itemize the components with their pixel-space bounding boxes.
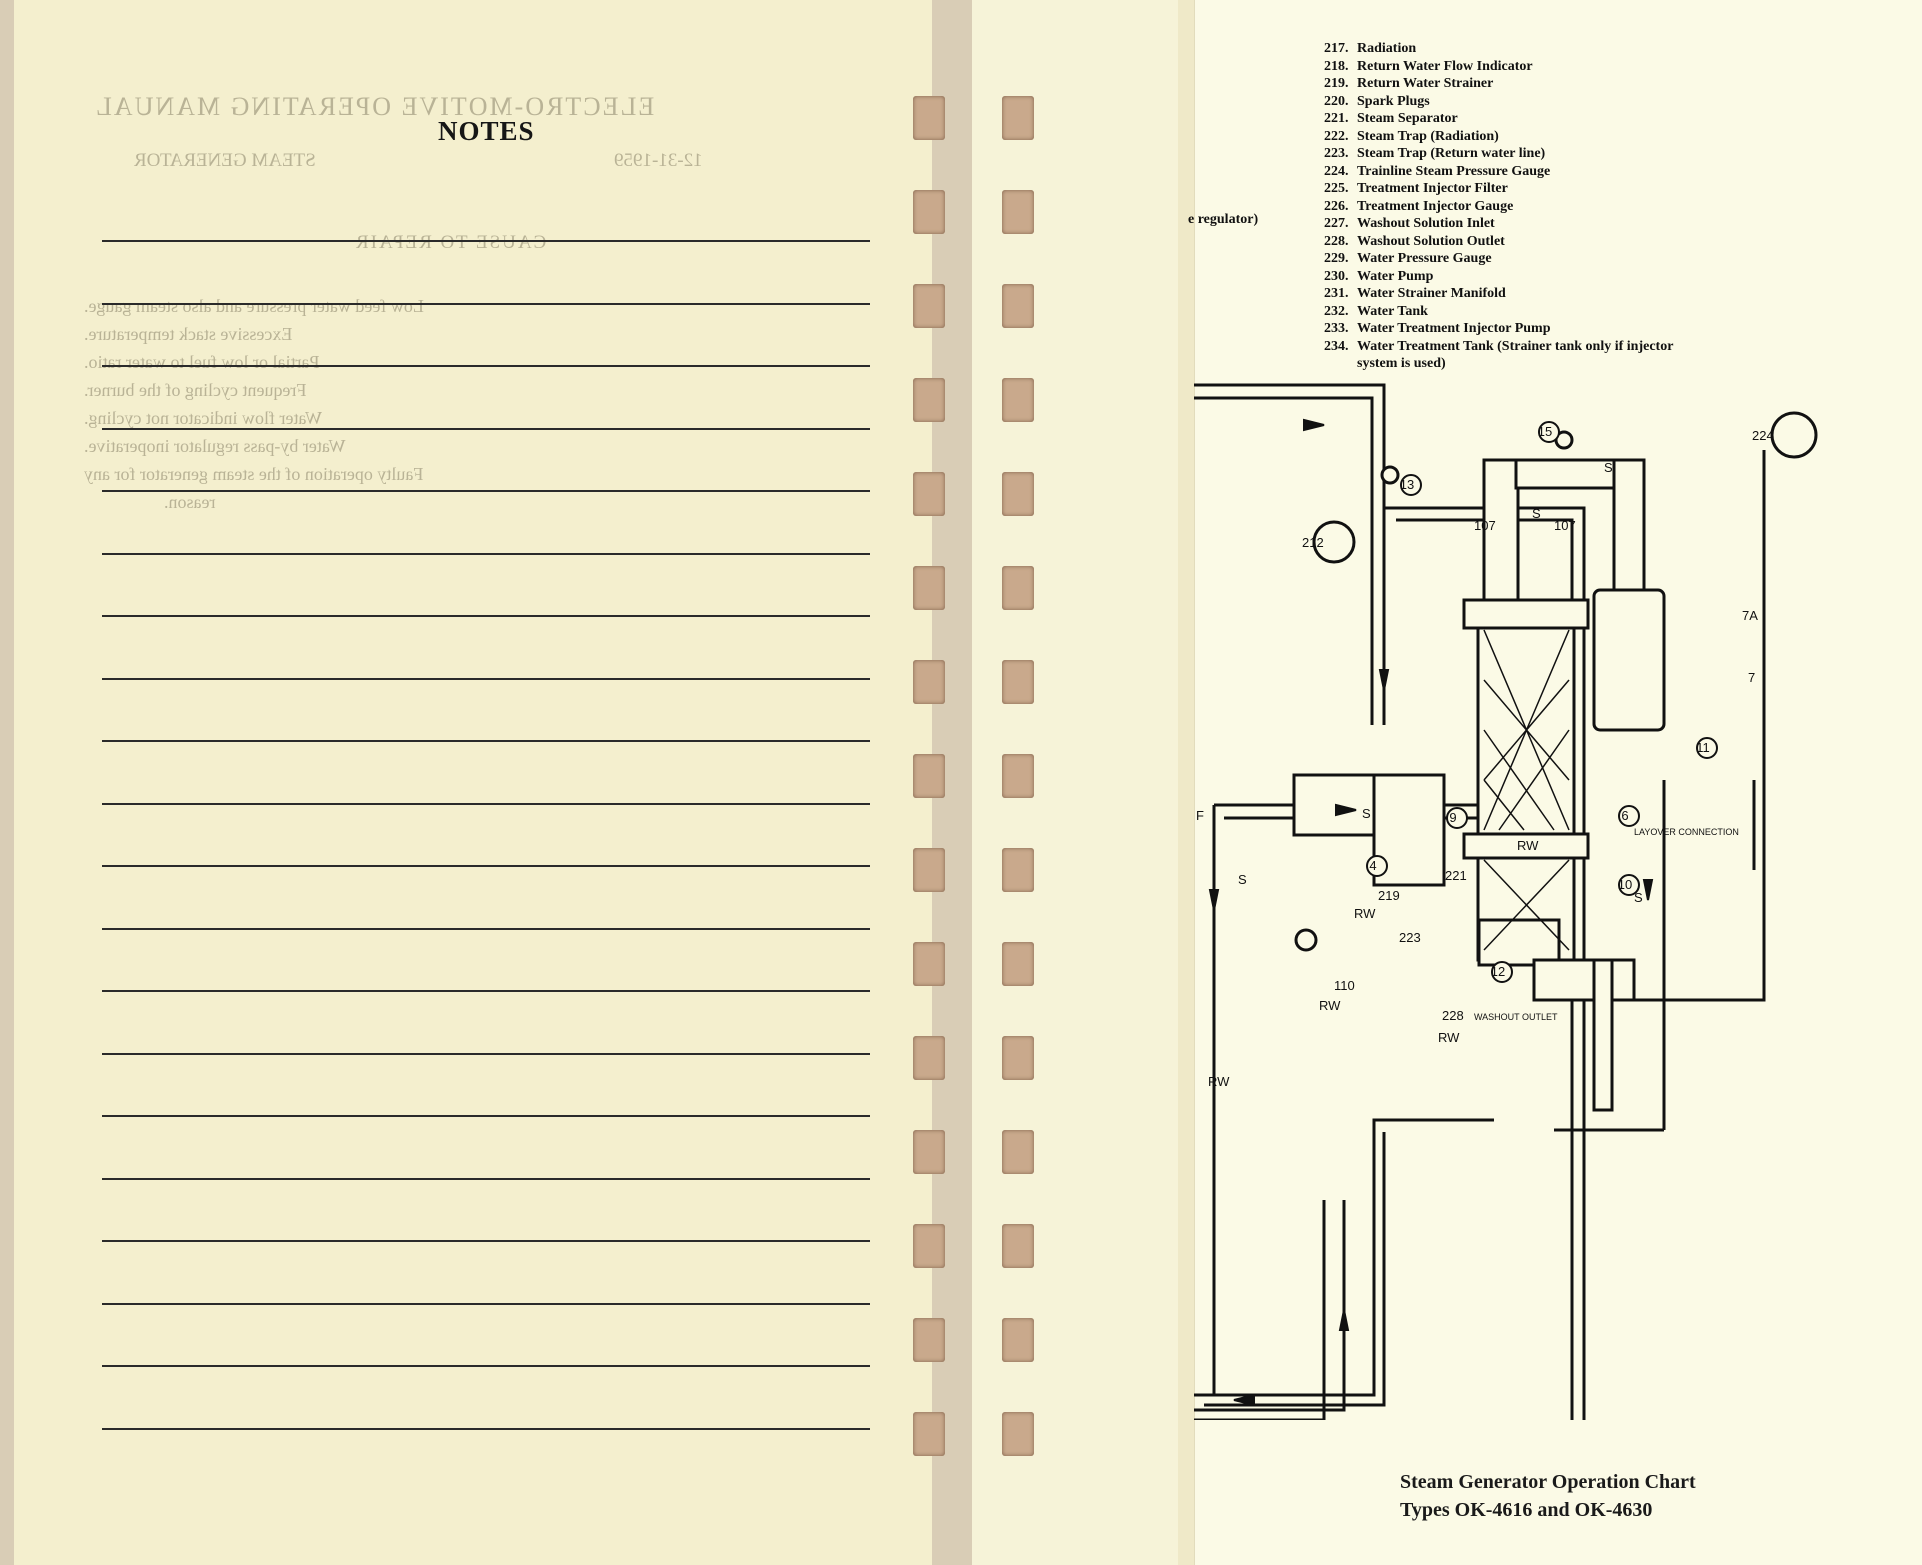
binding-hole — [1002, 378, 1034, 422]
label-7a: 7A — [1742, 608, 1758, 623]
regulator-fragment: e regulator) — [1188, 212, 1259, 227]
legend-text: Water Treatment Injector Pump — [1357, 321, 1551, 336]
legend-item — [1324, 163, 1777, 181]
note-line — [102, 428, 870, 430]
arrow-rw-up — [1340, 1310, 1348, 1330]
note-line — [102, 1178, 870, 1180]
label-washout-outlet: WASHOUT OUTLET — [1474, 1012, 1558, 1022]
separator-flange-top — [1464, 600, 1588, 628]
arrow-s-top — [1304, 420, 1324, 430]
binding-hole — [1002, 660, 1034, 704]
bleed-item: Water flow indicator not cycling. — [84, 408, 322, 428]
binding-hole — [913, 754, 945, 798]
label-s4: S — [1238, 872, 1247, 887]
legend-item — [1324, 233, 1777, 251]
bleed-item: Water by-pass regulator inoperative. — [84, 436, 346, 456]
legend-number: 233. — [1324, 321, 1349, 336]
legend-item — [1324, 40, 1777, 58]
legend-number: 225. — [1324, 181, 1349, 196]
legend-number: 226. — [1324, 198, 1349, 214]
legend-number: 221. — [1324, 111, 1349, 126]
legend-text: Washout Solution Inlet — [1357, 216, 1495, 231]
legend-text: Return Water Flow Indicator — [1357, 58, 1533, 74]
bleed-item: Partial or low fuel to water ratio. — [84, 352, 320, 372]
note-line — [102, 1365, 870, 1367]
chart-caption — [1400, 1468, 1696, 1524]
arrow-s-left — [1210, 890, 1218, 910]
note-line — [102, 740, 870, 742]
binding-hole — [1002, 1318, 1034, 1362]
arrow-s-right — [1644, 880, 1652, 900]
binding-hole — [1002, 942, 1034, 986]
pipe-top-left-inner — [1194, 398, 1372, 725]
pipe-rw-bottom-inner — [1204, 1132, 1384, 1405]
note-line — [102, 928, 870, 930]
label-107b: 107 — [1554, 518, 1576, 533]
note-line — [102, 490, 870, 492]
legend-number: 217. — [1324, 41, 1349, 56]
label-s2: S — [1532, 506, 1541, 521]
legend-number: 223. — [1324, 146, 1349, 161]
label-219: 219 — [1378, 888, 1400, 903]
legend-text: Water Tank — [1357, 303, 1428, 319]
binding-hole — [1002, 284, 1034, 328]
binding-hole — [913, 942, 945, 986]
pipe-rw-lower — [1194, 1200, 1344, 1410]
washout-pipe — [1594, 960, 1612, 1110]
legend-item — [1324, 93, 1777, 111]
label-6: 6 — [1621, 808, 1629, 823]
legend-text: Steam Trap (Return water line) — [1357, 146, 1546, 161]
trap-110 — [1294, 775, 1374, 835]
legend-text: Return Water Strainer — [1357, 76, 1494, 91]
label-s5: S — [1634, 890, 1643, 905]
binding-hole — [913, 1318, 945, 1362]
binding-hole — [913, 566, 945, 610]
legend-item — [1324, 215, 1777, 233]
bleed-item: Excessive stack temperature. — [84, 324, 293, 344]
binding-hole — [1002, 1412, 1034, 1456]
binding-hole — [1002, 190, 1034, 234]
legend-text: Water Strainer Manifold — [1357, 286, 1506, 301]
legend-item — [1324, 110, 1777, 128]
legend-text: Trainline Steam Pressure Gauge — [1357, 163, 1551, 179]
legend-text: system is used) — [1357, 356, 1446, 371]
legend-text: Treatment Injector Gauge — [1357, 198, 1514, 214]
label-rw5: RW — [1208, 1074, 1230, 1089]
label-4: 4 — [1369, 858, 1377, 873]
legend-number: 227. — [1324, 216, 1349, 231]
label-228: 228 — [1442, 1008, 1464, 1023]
binding-hole — [913, 190, 945, 234]
binding-hole — [913, 378, 945, 422]
label-f: F — [1196, 808, 1204, 823]
note-line — [102, 615, 870, 617]
legend-number: 222. — [1324, 128, 1349, 144]
gauge-4 — [1296, 930, 1316, 950]
legend-text: Steam Trap (Radiation) — [1357, 128, 1499, 144]
legend-text: Water Pressure Gauge — [1357, 251, 1492, 266]
binding-hole — [1002, 1224, 1034, 1268]
label-107a: 107 — [1474, 518, 1496, 533]
pipe-top-left — [1194, 385, 1384, 725]
note-line — [102, 553, 870, 555]
legend-item — [1324, 285, 1777, 303]
legend-text: Treatment Injector Filter — [1357, 181, 1508, 196]
note-line — [102, 1303, 870, 1305]
valve-13-knob — [1382, 467, 1398, 483]
note-line — [102, 240, 870, 242]
label-rw3: RW — [1517, 838, 1539, 853]
legend-number: 229. — [1324, 251, 1349, 266]
label-layover: LAYOVER CONNECTION — [1634, 827, 1739, 837]
legend-item — [1324, 250, 1777, 268]
bleed-header: ELECTRO-MOTIVE OPERATING MANUAL — [94, 92, 655, 121]
label-221: 221 — [1445, 868, 1467, 883]
legend-item — [1324, 338, 1777, 356]
label-12: 12 — [1490, 964, 1506, 979]
arrow-riser-down — [1380, 670, 1388, 690]
label-rw1: RW — [1354, 906, 1376, 921]
binding-hole — [1002, 1036, 1034, 1080]
note-line — [102, 1115, 870, 1117]
legend-text: Radiation — [1357, 41, 1417, 56]
binding-hole — [913, 284, 945, 328]
label-223: 223 — [1399, 930, 1421, 945]
label-15: 15 — [1537, 424, 1553, 439]
legend-number: 224. — [1324, 163, 1349, 179]
legend-item — [1324, 198, 1777, 216]
note-line — [102, 1428, 870, 1430]
bleed-item: Faulty operation of the steam generator for any — [84, 464, 424, 484]
legend-text: Washout Solution Outlet — [1357, 233, 1505, 249]
steam-elbow — [1614, 460, 1644, 600]
legend-number: 218. — [1324, 58, 1349, 74]
legend-item — [1324, 75, 1777, 93]
note-line — [102, 803, 870, 805]
binding-hole — [913, 472, 945, 516]
legend-number: 219. — [1324, 76, 1349, 91]
caption-line-1: Steam Generator Operation Chart — [1400, 1471, 1696, 1493]
note-line — [102, 990, 870, 992]
note-line — [102, 303, 870, 305]
binding-hole — [1002, 472, 1034, 516]
bleed-section: CAUSE TO REPAIR — [354, 232, 547, 253]
legend-text: Spark Plugs — [1357, 93, 1430, 109]
note-line — [102, 365, 870, 367]
bleed-item: Frequent cycling of the burner. — [84, 380, 307, 400]
regulator-body — [1594, 590, 1664, 730]
label-rw2: RW — [1438, 1030, 1460, 1045]
label-212: 212 — [1302, 535, 1324, 550]
bleed-item: reason. — [164, 492, 216, 512]
binding-hole — [913, 848, 945, 892]
legend-item — [1324, 128, 1777, 146]
legend-item — [1324, 268, 1777, 286]
binding-hole — [913, 1130, 945, 1174]
legend-item — [1324, 303, 1777, 321]
steam-generator-diagram — [1194, 360, 1922, 1420]
label-110: 110 — [1334, 978, 1355, 993]
binding-hole — [913, 660, 945, 704]
legend-text: Steam Separator — [1357, 111, 1458, 126]
gauge-224 — [1772, 413, 1816, 457]
label-s1: S — [1604, 460, 1613, 475]
note-line — [102, 1240, 870, 1242]
note-line — [102, 1053, 870, 1055]
label-224: 224 — [1752, 428, 1774, 443]
binding-hole — [913, 1036, 945, 1080]
binding-hole — [913, 96, 945, 140]
binding-hole — [1002, 754, 1034, 798]
legend-number: 230. — [1324, 268, 1349, 284]
legend-number: 231. — [1324, 286, 1349, 301]
legend-item — [1324, 145, 1777, 163]
legend-item — [1324, 180, 1777, 198]
bleed-item: Low feed water pressure and also steam gauge. — [84, 296, 424, 316]
parts-legend — [1324, 40, 1777, 373]
binding-hole — [1002, 1130, 1034, 1174]
binding-hole — [1002, 566, 1034, 610]
legend-text: Water Pump — [1357, 268, 1434, 284]
label-s3: S — [1362, 806, 1371, 821]
legend-text: Water Treatment Tank (Strainer tank only if injector — [1357, 338, 1674, 354]
binding-hole — [1002, 96, 1034, 140]
binding-hole — [1002, 848, 1034, 892]
legend-number: 232. — [1324, 303, 1349, 319]
label-13: 13 — [1399, 477, 1415, 492]
label-7: 7 — [1748, 670, 1756, 685]
legend-item — [1324, 58, 1777, 76]
label-rw4: RW — [1319, 998, 1341, 1013]
binding-hole — [913, 1412, 945, 1456]
drain-valve — [1534, 960, 1634, 1000]
pipe-rw-bottom — [1214, 1120, 1494, 1395]
note-line — [102, 678, 870, 680]
note-line — [102, 865, 870, 867]
legend-item — [1324, 320, 1777, 338]
legend-number: 220. — [1324, 93, 1349, 109]
label-10: 10 — [1617, 877, 1633, 892]
bleed-subheader-left: 12-31-1959 — [614, 150, 703, 171]
legend-number: 234. — [1324, 338, 1349, 354]
notes-page — [14, 0, 932, 1565]
bleed-subheader-right: STEAM GENERATOR — [134, 150, 316, 171]
caption-line-2: Types OK-4616 and OK-4630 — [1400, 1499, 1653, 1521]
legend-number: 228. — [1324, 233, 1349, 249]
label-9: 9 — [1449, 810, 1457, 825]
label-11: 11 — [1696, 740, 1710, 755]
page-title: NOTES — [438, 116, 535, 146]
binding-hole — [913, 1224, 945, 1268]
